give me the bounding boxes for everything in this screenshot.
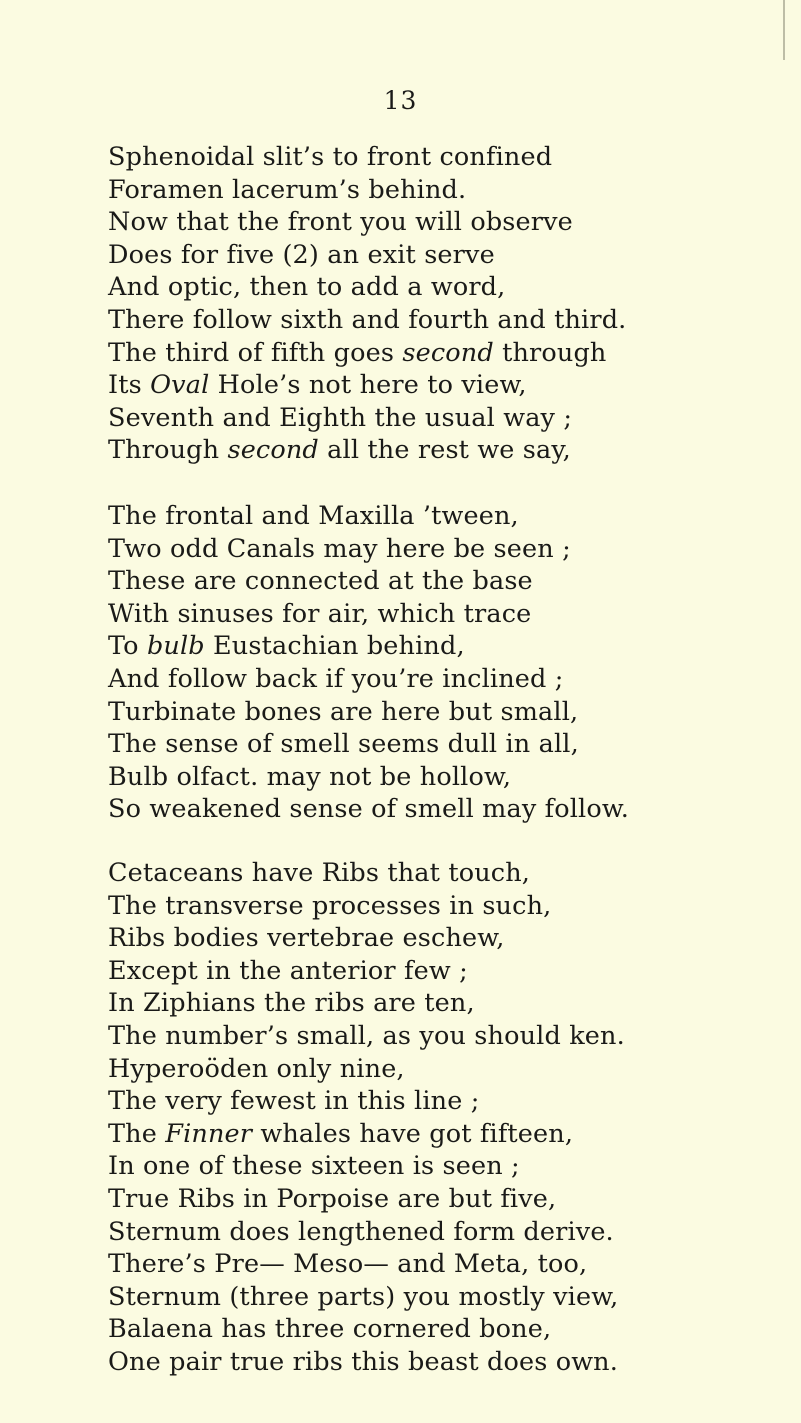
italic-word: second	[402, 337, 494, 368]
line-text: The third of fifth goes	[108, 337, 403, 368]
line-text: through	[493, 337, 607, 368]
line-text: To	[108, 631, 147, 662]
italic-word: second	[227, 435, 319, 466]
italic-word: Finner	[165, 1118, 253, 1149]
line-text: There’s Pre— Meso— and Meta, too,	[108, 1249, 588, 1280]
poem-line	[108, 500, 629, 533]
line-text: Through	[108, 435, 228, 466]
line-text: all the rest we say,	[318, 435, 571, 466]
line-text: Its	[108, 370, 151, 401]
poem-line	[108, 1150, 625, 1183]
poem-line	[108, 402, 626, 435]
poem-line	[108, 1313, 625, 1346]
line-text: Except in the anterior few ;	[108, 955, 468, 986]
line-text: The transverse processes in such,	[108, 890, 552, 921]
poem-line	[108, 663, 629, 696]
line-text: Turbinate bones are here but small,	[108, 696, 579, 727]
line-text: Sternum does lengthened form derive.	[108, 1216, 614, 1247]
poem-line	[108, 793, 629, 826]
line-text: Sphenoidal slit’s to front confined	[108, 142, 553, 172]
line-text: In one of these sixteen is seen ;	[108, 1151, 520, 1182]
poem-line	[108, 1281, 625, 1314]
line-text: So weakened sense of smell may follow.	[108, 794, 630, 825]
poem-line	[108, 174, 626, 207]
poem-line	[108, 1118, 625, 1151]
stanza-1	[108, 141, 626, 467]
poem-line	[108, 1216, 625, 1249]
poem-line	[108, 304, 626, 337]
line-text: Eustachian behind,	[204, 631, 465, 662]
poem-line	[108, 630, 629, 663]
poem-line	[108, 369, 626, 402]
line-text: Bulb olfact. may not be hollow,	[108, 761, 512, 792]
poem-line	[108, 1248, 625, 1281]
line-text: Foramen lacerum’s behind.	[108, 174, 467, 205]
poem-line	[108, 1183, 625, 1216]
page-edge-mark	[783, 0, 785, 60]
poem-line	[108, 955, 625, 988]
poem-line	[108, 141, 626, 174]
poem-line	[108, 598, 629, 631]
line-text: There follow sixth and fourth and third.	[108, 304, 627, 335]
poem-line	[108, 987, 625, 1020]
poem-line	[108, 1346, 625, 1379]
poem-line	[108, 239, 626, 272]
line-text: Cetaceans have Ribs that touch,	[108, 858, 531, 888]
poem-line	[108, 890, 625, 923]
line-text: Balaena has three cornered bone,	[108, 1314, 552, 1345]
line-text: Hyperoöden only nine,	[108, 1053, 405, 1084]
line-text: Sternum (three parts) you mostly view,	[108, 1281, 619, 1312]
poem-line	[108, 337, 626, 370]
page-number: 13	[383, 86, 418, 115]
poem-line	[108, 857, 625, 890]
line-text: The frontal and Maxilla ’tween,	[108, 501, 519, 531]
poem-line	[108, 696, 629, 729]
poem-line	[108, 728, 629, 761]
poem-line	[108, 1085, 625, 1118]
line-text: whales have got fifteen,	[252, 1118, 574, 1149]
poem-line	[108, 434, 626, 467]
line-text: Now that the front you will observe	[108, 207, 573, 238]
line-text: In Ziphians the ribs are ten,	[108, 988, 475, 1019]
line-text: Ribs bodies vertebrae eschew,	[108, 923, 505, 954]
stanza-2	[108, 500, 629, 826]
line-text: The sense of smell seems dull in all,	[108, 729, 579, 760]
line-text: These are connected at the base	[108, 566, 533, 597]
line-text: True Ribs in Porpoise are but five,	[108, 1183, 557, 1214]
line-text: The number’s small, as you should ken.	[108, 1020, 625, 1051]
line-text: Seventh and Eighth the usual way ;	[108, 402, 573, 433]
italic-word: Oval	[150, 370, 210, 401]
line-text: One pair true ribs this beast does own.	[108, 1346, 619, 1377]
poem-line	[108, 761, 629, 794]
poem-line	[108, 1020, 625, 1053]
poem-line	[108, 565, 629, 598]
line-text: With sinuses for air, which trace	[108, 598, 532, 629]
line-text: And follow back if you’re inclined ;	[108, 663, 564, 694]
line-text: Does for five (2) an exit serve	[108, 239, 495, 270]
poem-line	[108, 922, 625, 955]
poem-line	[108, 533, 629, 566]
stanza-3	[108, 857, 625, 1379]
line-text: The	[108, 1118, 166, 1149]
poem-line	[108, 206, 626, 239]
poem-line	[108, 1053, 625, 1086]
line-text: And optic, then to add a word,	[108, 272, 506, 303]
line-text: The very fewest in this line ;	[108, 1086, 480, 1117]
poem-line	[108, 271, 626, 304]
line-text: Hole’s not here to view,	[209, 370, 527, 401]
line-text: Two odd Canals may here be seen ;	[108, 533, 571, 564]
italic-word: bulb	[146, 631, 205, 662]
